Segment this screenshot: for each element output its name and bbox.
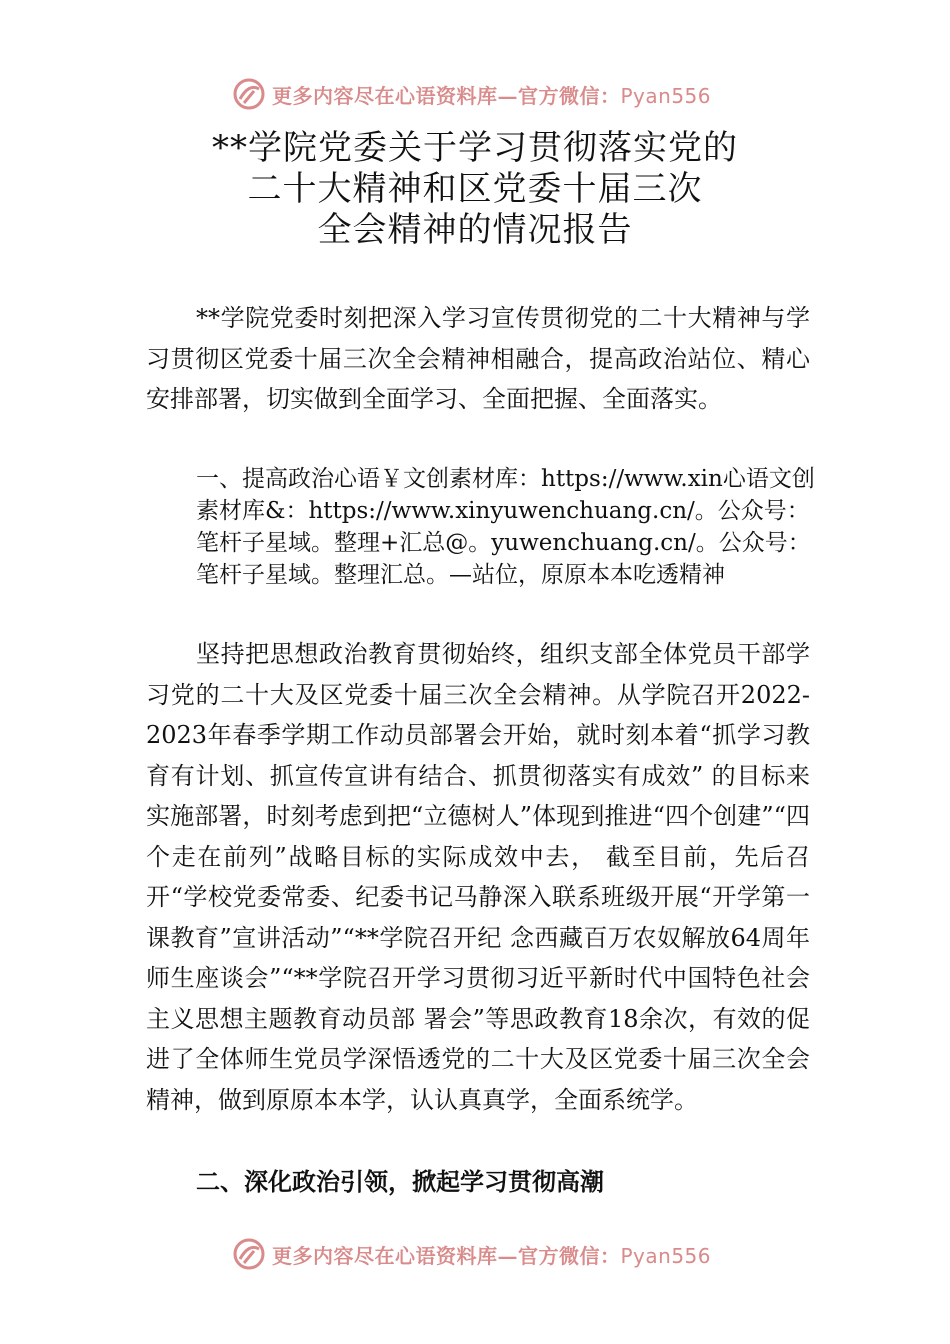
intro-paragraph: **学院党委时刻把深入学习宣传贯彻党的二十大精神与学习贯彻区党委十届三次全会精神相融合，提高政治站位、精心安排部署，切实做到全面学习、全面把握、全面落实。 (146, 304, 810, 413)
title-line-2: 二十大精神和区党委十届三次 (247, 169, 703, 209)
watermark-banner-top (232, 74, 711, 114)
watermark-text: 更多内容尽在心语资料库—官方微信：Pyan556 (272, 83, 712, 108)
document-title (0, 128, 950, 251)
watermark-wechat-id: Pyan556 (620, 1243, 712, 1268)
watermark-logo-icon (232, 77, 266, 111)
section-1-body: 坚持把思想政治教育贯彻始终，组织支部全体党员干部学习党的二十大及区党委十届三次全会精神。从学院召开2022-2023年春季学期工作动员部署会开始，就时刻本着“抓学习教育有计划、抓宣传宣讲有结合、抓贯彻落实有成效” 的目标来实施部署，时刻考虑到把“立德树人”体现到推进“四个创建”“四个走在前列”战略目标的实际成效中去， 截至目前，先后召开“学校党委常委、纪委书记马静深入联系班级开展“开学第一课教育”宣讲活动”“**学院召开纪 念西藏百万农奴解放64周年师生座谈会”“**学院召开学习贯彻习近平新时代中国特色社会主义思想主题教育动员部 署会”等思政教育18余次，有效的促进了全体师生党员学深悟透党的二十大及区党委十届三次全会精神，做到原原本本学，认认真真学，全面系统学。 (146, 640, 810, 1114)
title-line-3: 全会精神的情况报告 (317, 210, 633, 250)
section-2-heading: 二、深化政治引领，掀起学习贯彻高潮 (196, 1168, 604, 1196)
watermark-banner-bottom (232, 1234, 711, 1274)
section-1-heading: 一、提高政治心语￥文创素材库：https://www.xin心语文创素材库&：https://www.xinyuwenchuang.cn/。公众号：笔杆子星域。整理+汇总@。yuwenchuang.cn/。公众号：笔杆子星域。整理汇总。—站位，原原本本吃透精神 (196, 466, 815, 588)
watermark-text: 更多内容尽在心语资料库—官方微信：Pyan556 (272, 1243, 712, 1268)
watermark-wechat-id: Pyan556 (620, 83, 712, 108)
title-line-1: **学院党委关于学习贯彻落实党的 (212, 128, 738, 168)
watermark-logo-icon (232, 1237, 266, 1271)
